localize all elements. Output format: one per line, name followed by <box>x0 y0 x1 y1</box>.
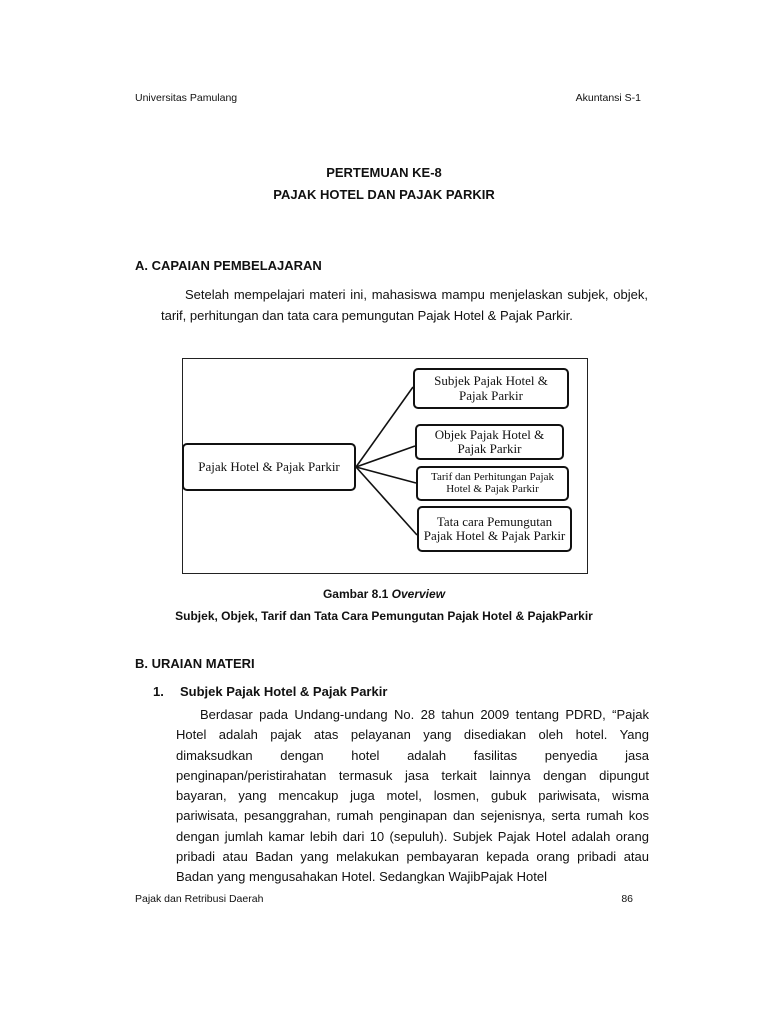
learning-outcome-text: Setelah mempelajari materi ini, mahasiswa mampu menjelaskan subjek, objek, tarif, perhitungan dan tata cara pemungutan Pajak Hotel & Pajak Parkir. <box>161 287 648 323</box>
page-number: 86 <box>621 893 633 905</box>
diagram-node-subjek: Subjek Pajak Hotel & Pajak Parkir <box>413 368 569 409</box>
figure-caption-label: Gambar 8.1 Overview <box>322 587 446 601</box>
section-a-heading: A. CAPAIAN PEMBELAJARAN <box>135 258 322 273</box>
chapter-number: PERTEMUAN KE-8 <box>326 165 442 180</box>
running-header-right: Akuntansi S-1 <box>575 92 641 104</box>
diagram-node-tata-cara: Tata cara Pemungutan Pajak Hotel & Pajak Parkir <box>417 506 572 552</box>
learning-outcome-paragraph <box>161 284 648 326</box>
connector-tata-cara <box>356 467 417 535</box>
figure-caption-subtitle: Subjek, Objek, Tarif dan Tata Cara Pemungutan Pajak Hotel & PajakParkir <box>175 609 593 623</box>
connector-subjek <box>356 387 413 467</box>
chapter-title: PAJAK HOTEL DAN PAJAK PARKIR <box>273 187 495 202</box>
footer-course-name: Pajak dan Retribusi Daerah <box>135 893 264 905</box>
connector-tarif <box>356 467 416 483</box>
overview-diagram <box>182 358 588 574</box>
running-header-left: Universitas Pamulang <box>135 92 238 104</box>
section-b-heading: B. URAIAN MATERI <box>135 656 255 671</box>
diagram-root-node: Pajak Hotel & Pajak Parkir <box>182 443 356 491</box>
diagram-node-tarif: Tarif dan Perhitungan Pajak Hotel & Pajak Parkir <box>416 466 569 501</box>
subsection-number: 1. <box>153 684 164 699</box>
subsection-title: Subjek Pajak Hotel & Pajak Parkir <box>180 684 388 699</box>
subsection-body-text: Berdasar pada Undang-undang No. 28 tahun 2009 tentang PDRD, “Pajak Hotel adalah pajak atas pelayanan yang disediakan oleh hotel. Yang dimaksudkan dengan hotel adalah fasilitas penyedia jasa penginapan/peristirahatan termasuk jasa terkait lainnya dengan dipungut bayaran, yang mencakup juga motel, losmen, gubuk pariwisata, wisma pariwisata, pesanggrahan, rumah penginapan dan sejenisnya, serta rumah kos dengan jumlah kamar lebih dari 10 (sepuluh). Subjek Pajak Hotel adalah orang pribadi atau Badan yang melakukan pembayaran kepada orang pribadi atau Badan yang mengusahakan Hotel. Sedangkan WajibPajak Hotel <box>176 707 649 885</box>
connector-objek <box>356 446 415 467</box>
diagram-node-objek: Objek Pajak Hotel & Pajak Parkir <box>415 424 564 460</box>
